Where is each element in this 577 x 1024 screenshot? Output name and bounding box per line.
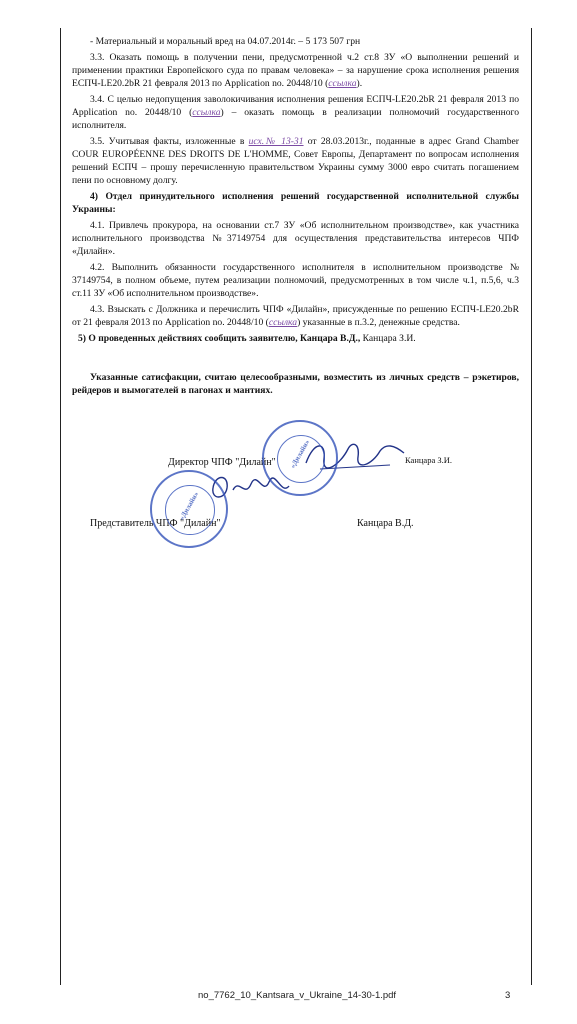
company-stamp: «Дилайн» bbox=[262, 420, 338, 496]
link-ssylka[interactable]: ссылка bbox=[328, 78, 357, 89]
director-label: Директор ЧПФ "Дилайн" bbox=[168, 457, 276, 468]
representative-label: Представитель ЧПФ "Дилайн" bbox=[90, 518, 221, 529]
paragraph-3-4: 3.4. С целью недопущения заволокичивания исполнения решения ЕСПЧ-LE20.2bR 21 февраля 2013 по Application no. 20448/10 (ссылка) – оказать помощь в реализации полномочий государственного исполнителя. bbox=[72, 94, 519, 131]
paragraph-4-1: 4.1. Привлечь прокурора, на основании ст.7 ЗУ «Об исполнительном производстве», как участника исполнительного производства №37149754 для осуществления представительства интересов ЧПФ «Дилайн». bbox=[72, 220, 519, 257]
link-outgoing-number[interactable]: исх.№ 13-31 bbox=[248, 136, 304, 147]
company-stamp: «Дилайн» bbox=[150, 470, 228, 548]
link-ssylka[interactable]: ссылка bbox=[268, 317, 298, 328]
page-number: 3 bbox=[505, 990, 511, 1001]
director-name: Канцара З.И. bbox=[405, 455, 452, 465]
section-5: 5) О проведенных действиях сообщить заявителю, Канцара В.Д., Канцара З.И. bbox=[78, 333, 416, 344]
representative-name: Канцара В.Д. bbox=[357, 518, 414, 529]
paragraph-3-3: 3.3. Оказать помощь в получении пени, предусмотренной ч.2 ст.8 ЗУ «О выполнении решений и применении практики Европейского суда по правам человека» – за нарушение срока исполнения решения ЕСПЧ-LE20.2bR 21 февраля 2013 по Application no. 20448/10 (ссылка). bbox=[72, 52, 519, 89]
section-4-heading: 4) Отдел принудительного исполнения решений государственной исполнительной службы Украины: bbox=[72, 191, 519, 215]
document-body bbox=[72, 35, 519, 397]
paragraph-4-2: 4.2. Выполнить обязанности государственного исполнителя в исполнительном производстве № 37149754, в полном объеме, путем реализации полномочий, предусмотренных в том числе ч.1, п.5,6, ч.3 ст.11 ЗУ «Об исполнительном производстве». bbox=[72, 262, 519, 299]
paragraph-4-3: 4.3. Взыскать с Должника и перечислить ЧПФ «Дилайн», присужденные по решению ЕСПЧ-LE20.2bR от 21 февраля 2013 по Application no. 20448/10 (ссылка) указанные в п.3.2, денежные средства. bbox=[72, 304, 519, 328]
satisfaction-statement: Указанные сатисфакции, считаю целесообразными, возместить из личных средств – рэкетиров, рейдеров и вымогателей в пагонах и мантиях. bbox=[72, 372, 519, 396]
footer-filename: no_7762_10_Kantsara_v_Ukraine_14-30-1.pdf bbox=[198, 990, 397, 1001]
damage-line: - Материальный и моральный вред на 04.07.2014г. – 5 173 507 грн bbox=[90, 36, 361, 47]
paragraph-3-5: 3.5. Учитывая факты, изложенные в исх.№ 13-31 от 28.03.2013г., поданные в адрес Grand Chamber COUR EUROPÉENNE DES DROITS DE L'HOMME, Совет Европы, Департамент по вопросам исполнения решений ЕСПЧ – прошу перечисленную правительством Украины сумму 3000 евро считать погашением пени по основному долгу. bbox=[72, 136, 519, 186]
link-ssylka[interactable]: ссылка bbox=[192, 107, 221, 118]
